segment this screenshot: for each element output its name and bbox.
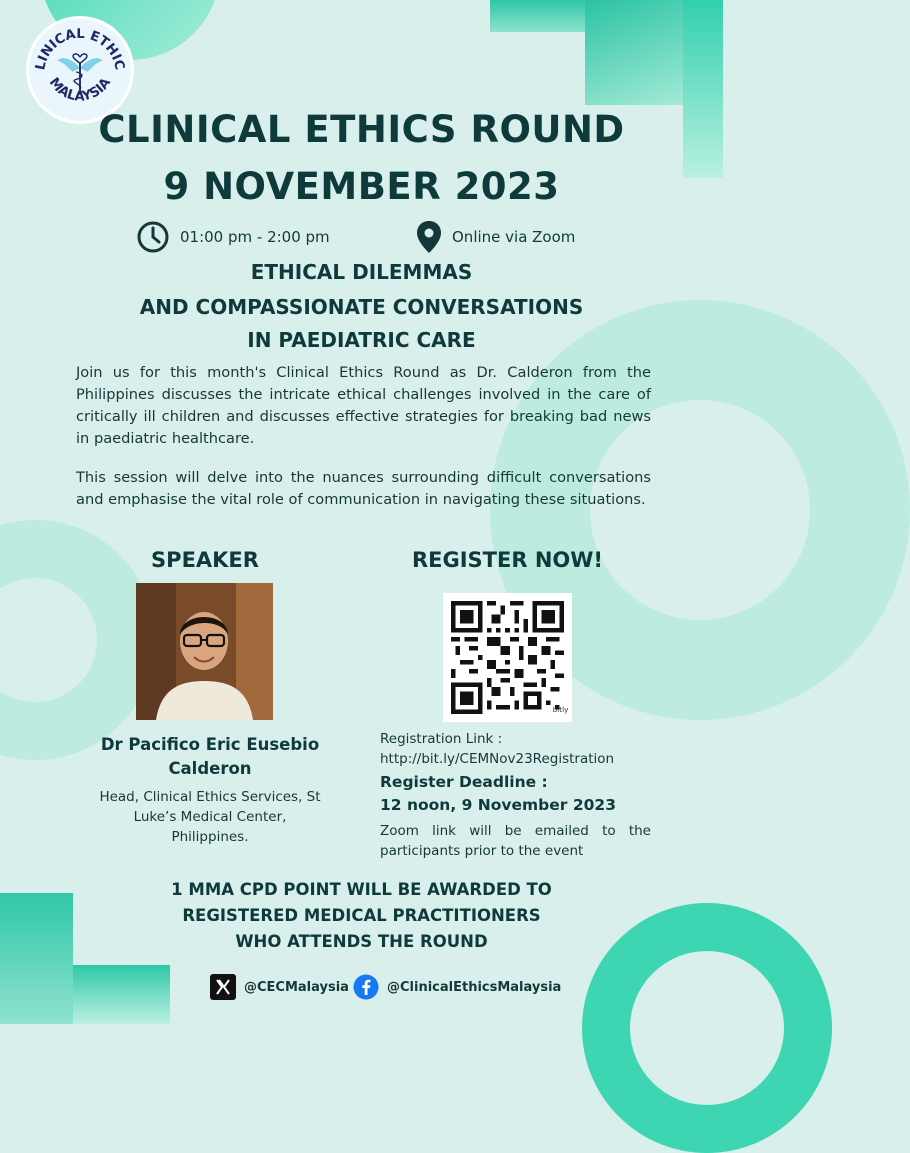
speaker-photo [136,583,273,720]
description-paragraph-1: Join us for this month's Clinical Ethics Round as Dr. Calderon from the Philippines discusses the intricate ethical challenges involved in the care of critically ill children and discusses effective strategies for breaking bad news in paediatric healthcare. [76,364,651,447]
speaker-role: Head, Clinical Ethics Services, St Luke’s Medical Center, Philippines. [99,789,321,845]
cpd-line-2: REGISTERED MEDICAL PRACTITIONERS [182,906,541,925]
social-x[interactable] [210,974,349,1000]
logo-text-top: LINICAL ETHIC [33,26,127,72]
svg-text:CLINICAL ETHICS [29,19,127,72]
x-logo-icon [210,974,236,1000]
logo-text-bottom: MALAYSIA [45,75,115,105]
clock-icon [136,220,170,254]
qr-brand-label: bitly [552,705,569,715]
registration-link-label: Registration Link : [380,731,503,747]
cpd-line-3: WHO ATTENDS THE ROUND [235,932,488,951]
event-time [136,220,330,254]
event-date: 9 NOVEMBER 2023 [163,165,560,208]
facebook-handle: @ClinicalEthicsMalaysia [387,979,562,995]
map-pin-icon [416,220,442,254]
topic-line-2: AND COMPASSIONATE CONVERSATIONS [139,295,584,319]
decor-block-top-right-3 [683,0,723,178]
facebook-icon [353,974,379,1000]
cpd-line-1: 1 MMA CPD POINT WILL BE AWARDED TO [171,880,552,899]
x-handle: @CECMalaysia [244,979,349,995]
topic-line-3: IN PAEDIATRIC CARE [247,328,476,352]
topic-line-1: ETHICAL DILEMMAS [250,260,473,284]
event-location-text: Online via Zoom [452,228,576,246]
register-heading: REGISTER NOW! [411,548,603,572]
event-title: CLINICAL ETHICS ROUND [98,108,625,151]
decor-block-bottom-left-2 [73,965,170,1024]
event-location [416,220,575,254]
registration-qr-code[interactable] [443,593,572,722]
zoom-link-note: Zoom link will be emailed to the participants prior to the event [380,823,651,859]
registration-link[interactable]: http://bit.ly/CEMNov23Registration [380,751,615,767]
description-paragraph-2: This session will delve into the nuances surrounding difficult conversations and emphasise the vital role of communication in navigating these situations. [76,469,651,508]
decor-block-top-right-1 [490,0,585,32]
speaker-heading: SPEAKER [151,548,259,572]
register-deadline-value: 12 noon, 9 November 2023 [380,796,616,814]
register-deadline-label: Register Deadline : [380,773,548,791]
event-time-text: 01:00 pm - 2:00 pm [180,228,330,246]
decor-block-top-right-2 [585,0,683,105]
social-facebook[interactable] [353,974,561,1000]
speaker-name: Dr Pacifico Eric Eusebio Calderon [100,735,320,778]
